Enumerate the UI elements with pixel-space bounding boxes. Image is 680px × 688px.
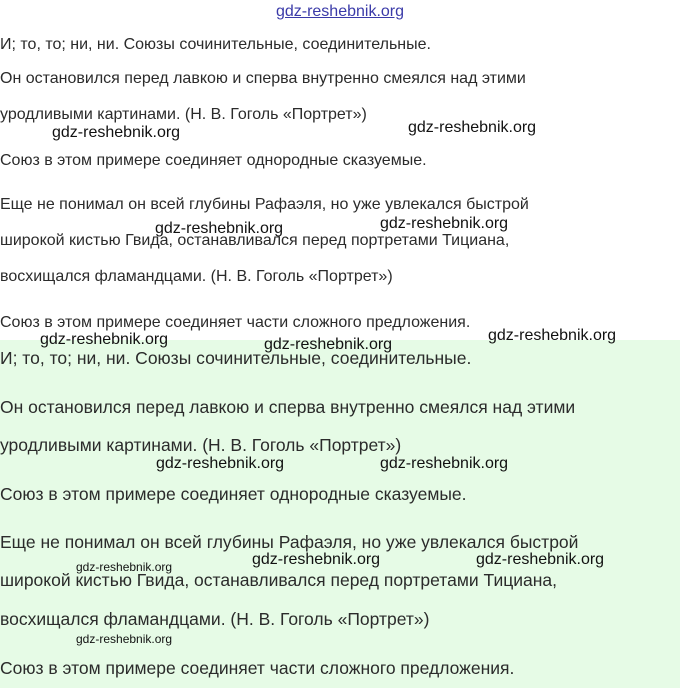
text-line-example1-part2: уродливыми картинами. (Н. В. Гоголь «Портрет») <box>0 106 367 123</box>
watermark-text: gdz-reshebnik.org <box>380 215 509 232</box>
text-line-explanation1: Союз в этом примере соединяет однородные сказуемые. <box>0 152 427 169</box>
text-line-example2-part2: широкой кистью Гвида, останавливался перед портретами Тициана, <box>0 570 558 590</box>
text-line-example2-part1: Еще не понимал он всей глубины Рафаэля, но уже увлекался быстрой <box>0 196 529 213</box>
text-line-example2-part1: Еще не понимал он всей глубины Рафаэля, но уже увлекался быстрой <box>0 532 579 552</box>
watermark-text: gdz-reshebnik.org <box>76 560 173 574</box>
text-line-example1-part2: уродливыми картинами. (Н. В. Гоголь «Портрет») <box>0 435 402 455</box>
watermark-text: gdz-reshebnik.org <box>40 331 169 348</box>
watermark-text: gdz-reshebnik.org <box>264 336 393 353</box>
text-line-conjunctions: И; то, то; ни, ни. Союзы сочинительные, соединительные. <box>0 36 431 53</box>
text-line-conjunctions: И; то, то; ни, ни. Союзы сочинительные, соединительные. <box>0 348 472 368</box>
watermark-text: gdz-reshebnik.org <box>155 220 284 237</box>
text-line-example1-part1: Он остановился перед лавкою и сперва внутренно смеялся над этими <box>0 397 576 417</box>
watermark-text: gdz-reshebnik.org <box>76 632 173 646</box>
watermark-text: gdz-reshebnik.org <box>476 551 605 568</box>
text-line-example2-part3: восхищался фламандцами. (Н. В. Гоголь «Портрет») <box>0 268 393 285</box>
answer-block-top <box>0 26 680 342</box>
text-line-explanation2: Союз в этом примере соединяет части сложного предложения. <box>0 314 471 331</box>
watermark-text: gdz-reshebnik.org <box>52 124 181 141</box>
text-line-example1-part1: Он остановился перед лавкою и сперва внутренно смеялся над этими <box>0 70 526 87</box>
text-line-explanation1: Союз в этом примере соединяет однородные сказуемые. <box>0 484 467 504</box>
site-title-link[interactable]: gdz-reshebnik.org <box>275 3 405 20</box>
watermark-text: gdz-reshebnik.org <box>408 119 537 136</box>
text-line-explanation2: Союз в этом примере соединяет части сложного предложения. <box>0 658 515 678</box>
watermark-text: gdz-reshebnik.org <box>488 327 617 344</box>
watermark-text: gdz-reshebnik.org <box>252 551 381 568</box>
watermark-text: gdz-reshebnik.org <box>156 455 285 472</box>
text-line-example2-part3: восхищался фламандцами. (Н. В. Гоголь «Портрет») <box>0 609 430 629</box>
text-line-example2-part2: широкой кистью Гвида, останавливался перед портретами Тициана, <box>0 232 510 249</box>
watermark-text: gdz-reshebnik.org <box>380 455 509 472</box>
